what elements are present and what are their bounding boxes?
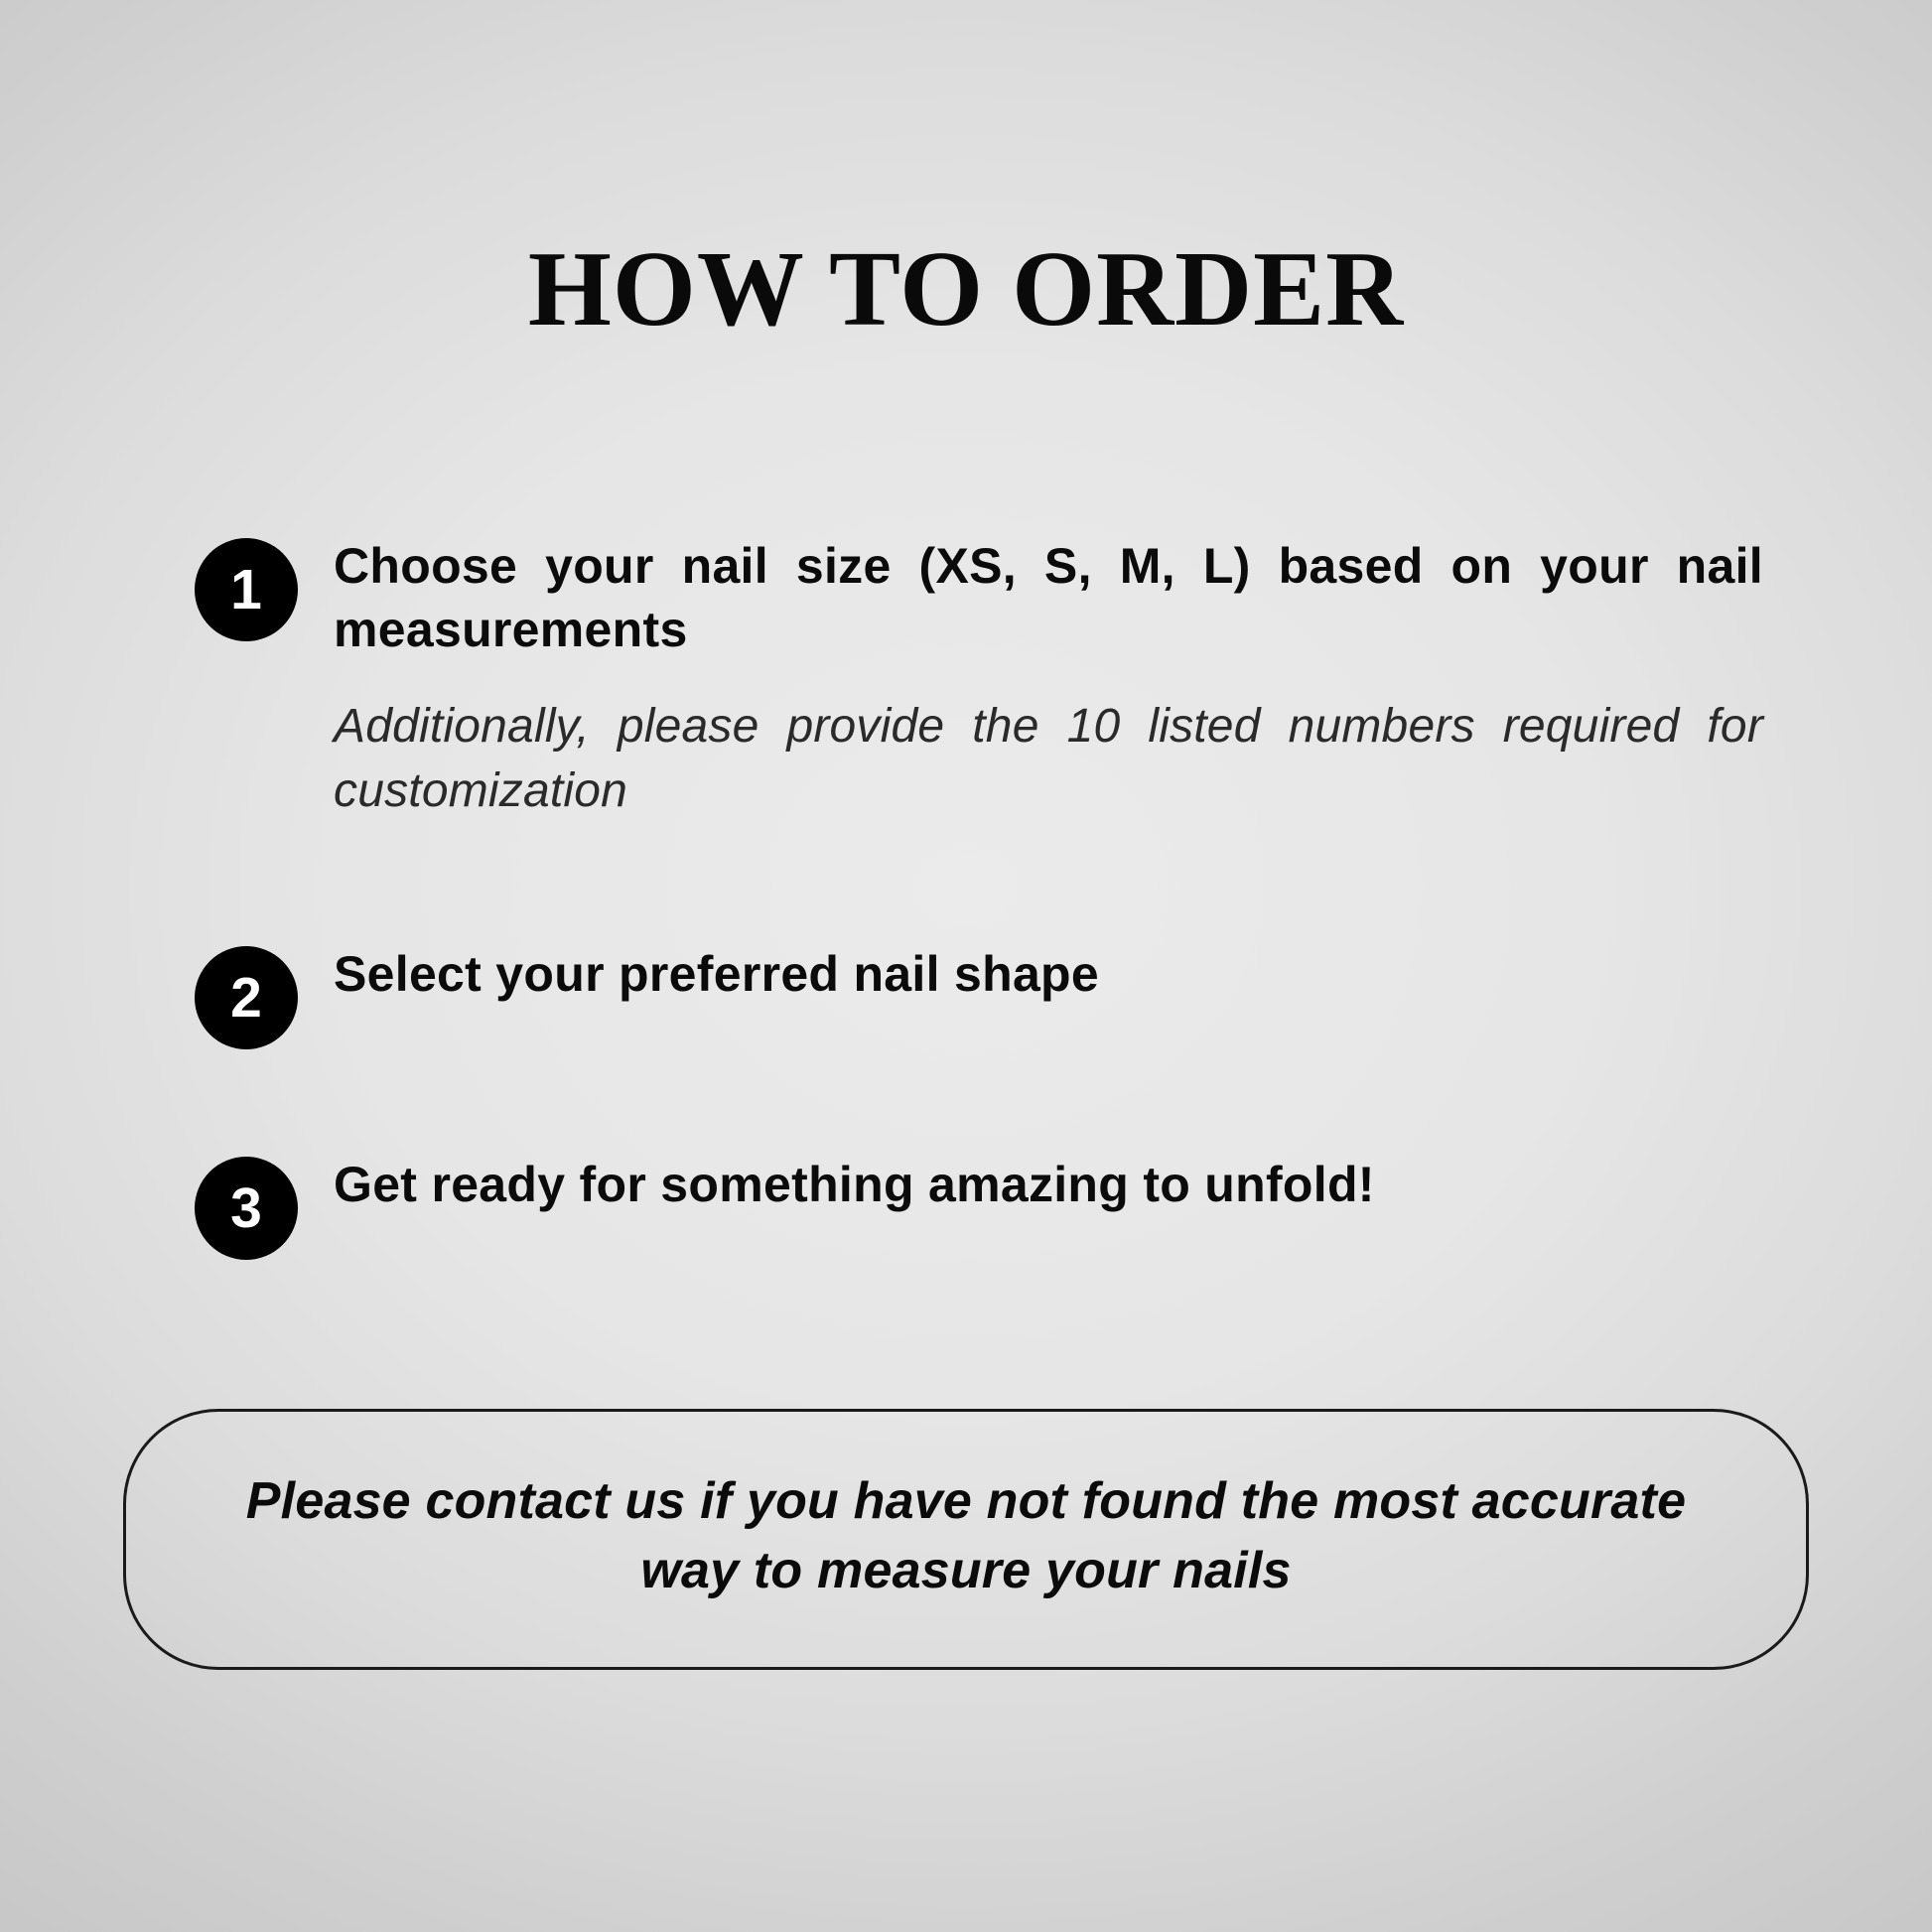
step-number-badge: 1	[195, 538, 298, 641]
list-item	[195, 942, 1763, 1049]
step-note: Additionally, please provide the 10 listed numbers required for customization	[334, 700, 1763, 817]
page-title: HOW TO ORDER	[527, 230, 1405, 348]
list-item	[195, 534, 1763, 823]
step-body	[334, 1153, 1763, 1216]
step-body	[334, 942, 1763, 1006]
steps-list	[0, 534, 1932, 1260]
step-title: Get ready for something amazing to unfold!	[334, 1156, 1375, 1212]
step-number-badge: 3	[195, 1157, 298, 1260]
list-item	[195, 1153, 1763, 1260]
contact-callout-text: Please contact us if you have not found the most accurate way to measure your nails	[245, 1471, 1687, 1599]
step-body	[334, 534, 1763, 823]
step-title: Choose your nail size (XS, S, M, L) based on your nail measurements	[334, 538, 1763, 658]
step-title: Select your preferred nail shape	[334, 945, 1100, 1002]
contact-callout	[123, 1409, 1809, 1670]
step-number-badge: 2	[195, 946, 298, 1049]
